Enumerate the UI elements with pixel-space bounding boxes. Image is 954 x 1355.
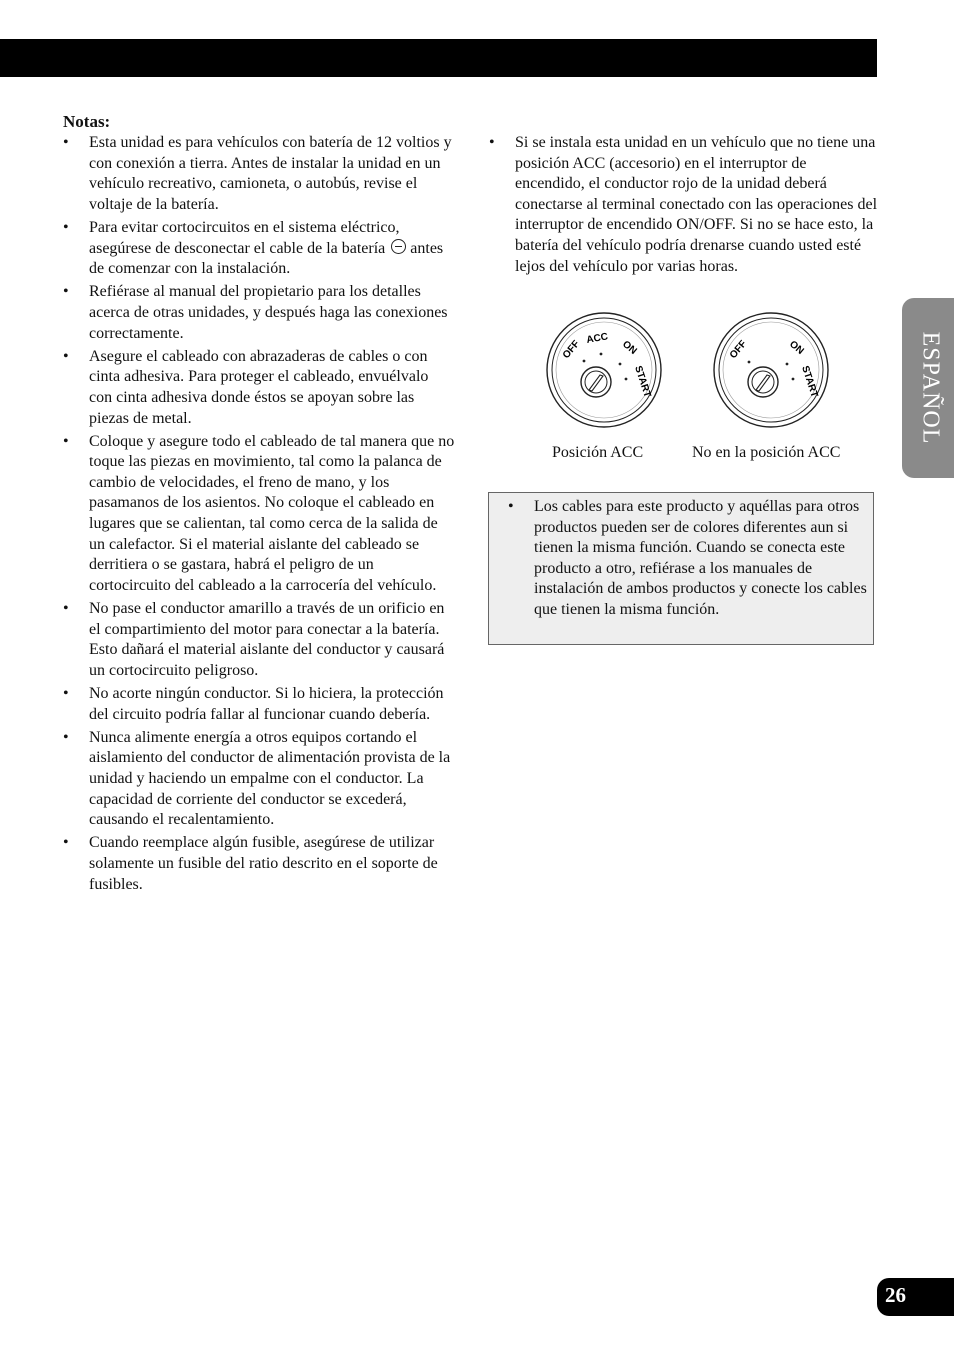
header-bar (0, 39, 877, 77)
list-item: • Los cables para este producto y aquéllas para otros productos pueden ser de colores diferentes aun si tienen la misma función. Cuando se conecta este producto a otro, refiérase a los manuales de instalación de ambos productos y conecte los cables que tienen la misma función. (508, 498, 867, 618)
ignition-switch-no-acc-illustration (712, 312, 832, 430)
caption-acc: Posición ACC (552, 444, 644, 461)
list-item: • Para evitar cortocircuitos en el sistema eléctrico, asegúrese de desconectar el cable de la batería antes de comenzar con la instalación. (63, 218, 444, 278)
acc-note-section (489, 133, 879, 280)
notes-heading: Notas: (63, 112, 111, 131)
notes-list (63, 133, 455, 895)
ignition-switch-figures (545, 312, 875, 472)
switch-label-on: ON (620, 338, 639, 357)
list-item: • Cuando reemplace algún fusible, asegúrese de utilizar solamente un fusible del ratio descrito en el soporte de fusibles. (63, 834, 438, 893)
list-item: • No pase el conductor amarillo a través de un orificio en el compartimiento del motor para conectar a la batería. Esto dañará el material aislante del conductor y causará un cortocircuito peligroso. (63, 600, 445, 679)
switch-label-off: OFF (560, 338, 583, 361)
list-item: • Si se instala esta unidad en un vehículo que no tiene una posición ACC (accesorio) en el interruptor de encendido, el conductor rojo de la unidad deberá conectarse al terminal conectado con las operaciones del interruptor de encendido ON/OFF. Si no se hace esto, la batería del vehículo podría drenarse cuando usted esté lejos del vehículo por varias horas. (489, 134, 878, 275)
list-item: • Refiérase al manual del propietario para los detalles acerca de otras unidades, y después haga las conexiones correctamente. (63, 283, 448, 342)
list-item: • No acorte ningún conductor. Si lo hiciera, la protección del circuito podría fallar al funcionar cuando debería. (63, 685, 444, 723)
page-number-tab (877, 1278, 954, 1316)
ignition-switch-acc-illustration (545, 312, 665, 430)
list-item: • Nunca alimente energía a otros equipos cortando el aislamiento del conductor de alimentación provista de la unidad y haciendo un empalme con el conductor. La capacidad de corriente del conductor se excederá, causando el recalentamiento. (63, 728, 451, 829)
boxed-note (488, 492, 874, 645)
switch-label-start: START (632, 364, 653, 399)
switch-label-start: START (799, 364, 820, 399)
notes-section (63, 112, 455, 898)
battery-negative-icon (391, 239, 406, 254)
switch-label-acc: ACC (585, 331, 609, 346)
caption-no-acc: No en la posición ACC (692, 444, 841, 461)
switch-label-on: ON (787, 338, 806, 357)
switch-label-off: OFF (727, 338, 750, 361)
boxed-note-list (508, 497, 868, 623)
list-item: • Esta unidad es para vehículos con batería de 12 voltios y con conexión a tierra. Antes de instalar la unidad en un vehículo recreativo, camioneta, o autobús, revise el voltaje de la batería. (63, 134, 452, 213)
acc-note-list (489, 133, 879, 277)
list-item: • Coloque y asegure todo el cableado de tal manera que no toque las piezas en movimiento, tal como la palanca de cambio de velocidades, el freno de mano, y los pasamanos de los asientos. No coloque el cableado en lugares que se calientan, tal como cerca de la salida de un calefactor. Si el material aislante del cableado se derritiera o se gastara, habrá el peligro de un cortocircuito del cableado a la carrocería del vehículo. (63, 432, 455, 594)
language-tab (902, 298, 954, 478)
list-item: • Asegure el cableado con abrazaderas de cables o con cinta adhesiva. Para proteger el cableado, envuélvalo con cinta adhesiva donde éstos se apoyan sobre las piezas de metal. (63, 347, 429, 427)
page-number: 26 (885, 1283, 906, 1307)
language-tab-label: ESPAÑOL (917, 331, 944, 445)
